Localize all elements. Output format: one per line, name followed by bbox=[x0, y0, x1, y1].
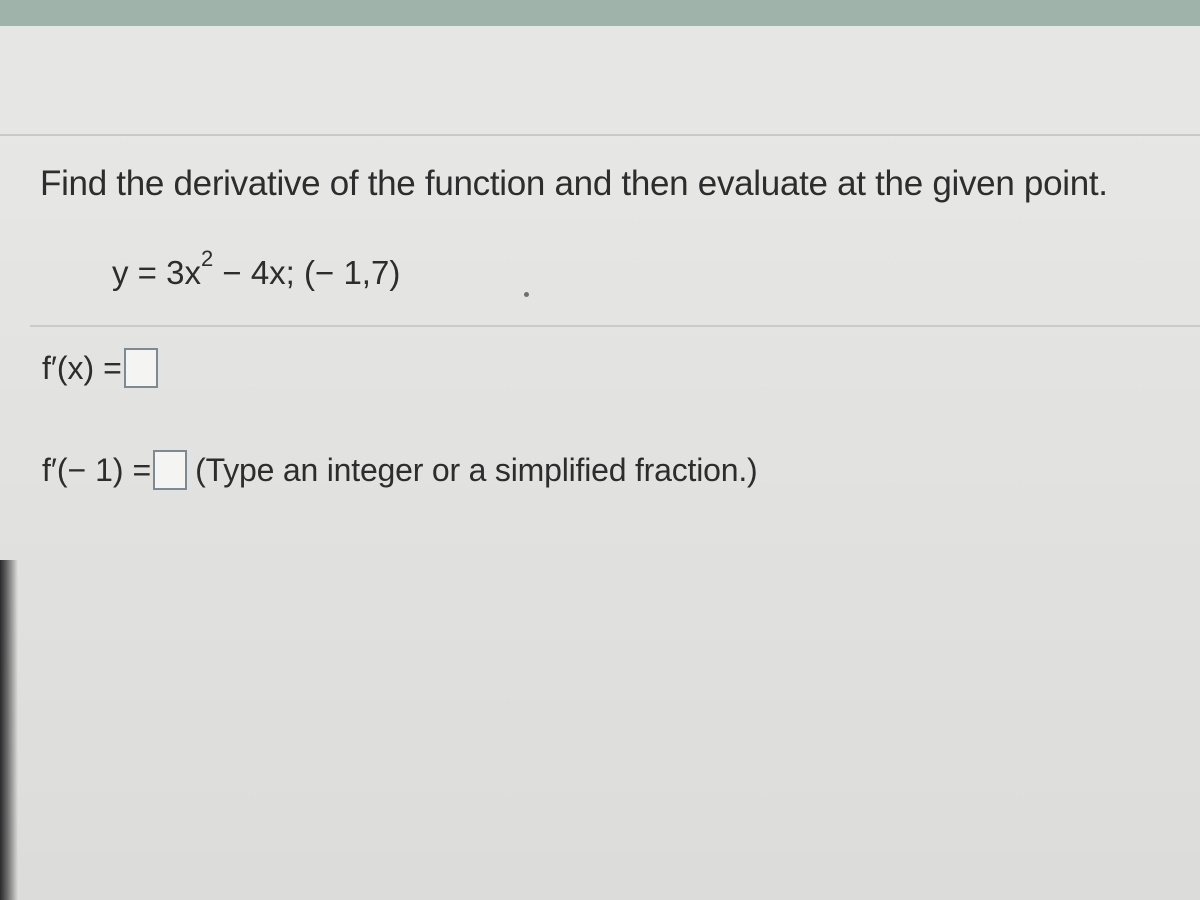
derivative-label: f′(x) = bbox=[42, 349, 122, 386]
top-band bbox=[0, 0, 1200, 26]
answer-format-hint: (Type an integer or a simplified fraction.) bbox=[195, 451, 758, 488]
question-instruction: Find the derivative of the function and then evaluate at the given point. bbox=[40, 164, 1108, 203]
derivative-answer-row bbox=[42, 348, 166, 388]
evaluation-answer-row bbox=[42, 450, 757, 490]
bezel-shadow bbox=[0, 560, 18, 900]
evaluation-input[interactable] bbox=[153, 450, 187, 490]
divider bbox=[0, 134, 1200, 136]
derivative-input[interactable] bbox=[124, 348, 158, 388]
function-prefix: y = 3x bbox=[112, 254, 201, 291]
function-exponent: 2 bbox=[200, 246, 214, 271]
stray-dot bbox=[524, 292, 529, 297]
function-expression bbox=[112, 246, 401, 292]
divider bbox=[30, 325, 1200, 327]
evaluation-label: f′(− 1) = bbox=[42, 451, 152, 488]
function-suffix: − 4x; (− 1,7) bbox=[213, 254, 401, 291]
header-area bbox=[0, 26, 1200, 134]
